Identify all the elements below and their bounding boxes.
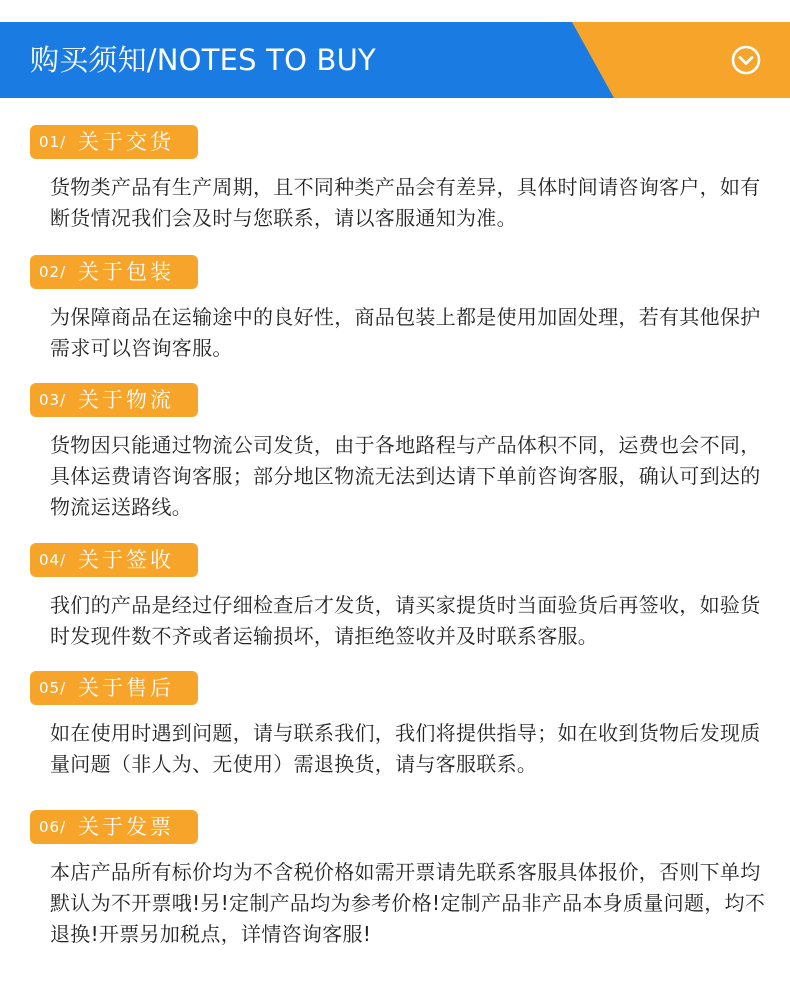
section-title: 关于包装 [78,260,174,284]
chevron-down-circle-icon [731,45,761,75]
section-number: 02/ [39,263,67,281]
section-text: 如在使用时遇到问题，请与联系我们，我们将提供指导；如在收到货物后发现质量问题（非人为、无使用）需退换货，请与客服联系。 [50,721,761,776]
section-text: 我们的产品是经过仔细检查后才发货，请买家提货时当面验货后再签收，如验货时发现件数不齐或者运输损坏，请拒绝签收并及时联系客服。 [50,593,761,648]
page-title: 购买须知/NOTES TO BUY [30,43,376,77]
section-tag [30,255,198,289]
section-title: 关于售后 [78,676,174,700]
section-number: 01/ [39,133,67,151]
section-number: 03/ [39,391,67,409]
section-title: 关于签收 [78,548,174,572]
section-tag [30,671,198,705]
header-banner [0,22,790,98]
section-title: 关于物流 [78,388,174,412]
section-tag [30,543,198,577]
section-tag [30,810,198,844]
section-text: 货物因只能通过物流公司发货，由于各地路程与产品体积不同，运费也会不同，具体运费请咨询客服；部分地区物流无法到达请下单前咨询客服，确认可到达的物流运送路线。 [50,433,761,519]
section-title: 关于交货 [78,130,174,154]
section-tag [30,125,198,159]
section-text: 为保障商品在运输途中的良好性，商品包装上都是使用加固处理，若有其他保护需求可以咨询客服。 [50,305,761,360]
section-number: 05/ [39,679,67,697]
section-tag [30,383,198,417]
section-text: 本店产品所有标价均为不含税价格如需开票请先联系客服具体报价，否则下单均默认为不开票哦!另!定制产品均为参考价格!定制产品非产品本身质量问题，均不退换!开票另加税点，详情咨询客服! [50,860,766,946]
section-number: 04/ [39,551,67,569]
section-text: 货物类产品有生产周期，且不同种类产品会有差异，具体时间请咨询客户，如有断货情况我们会及时与您联系，请以客服通知为准。 [50,175,761,230]
section-number: 06/ [39,818,67,836]
section-title: 关于发票 [78,815,174,839]
